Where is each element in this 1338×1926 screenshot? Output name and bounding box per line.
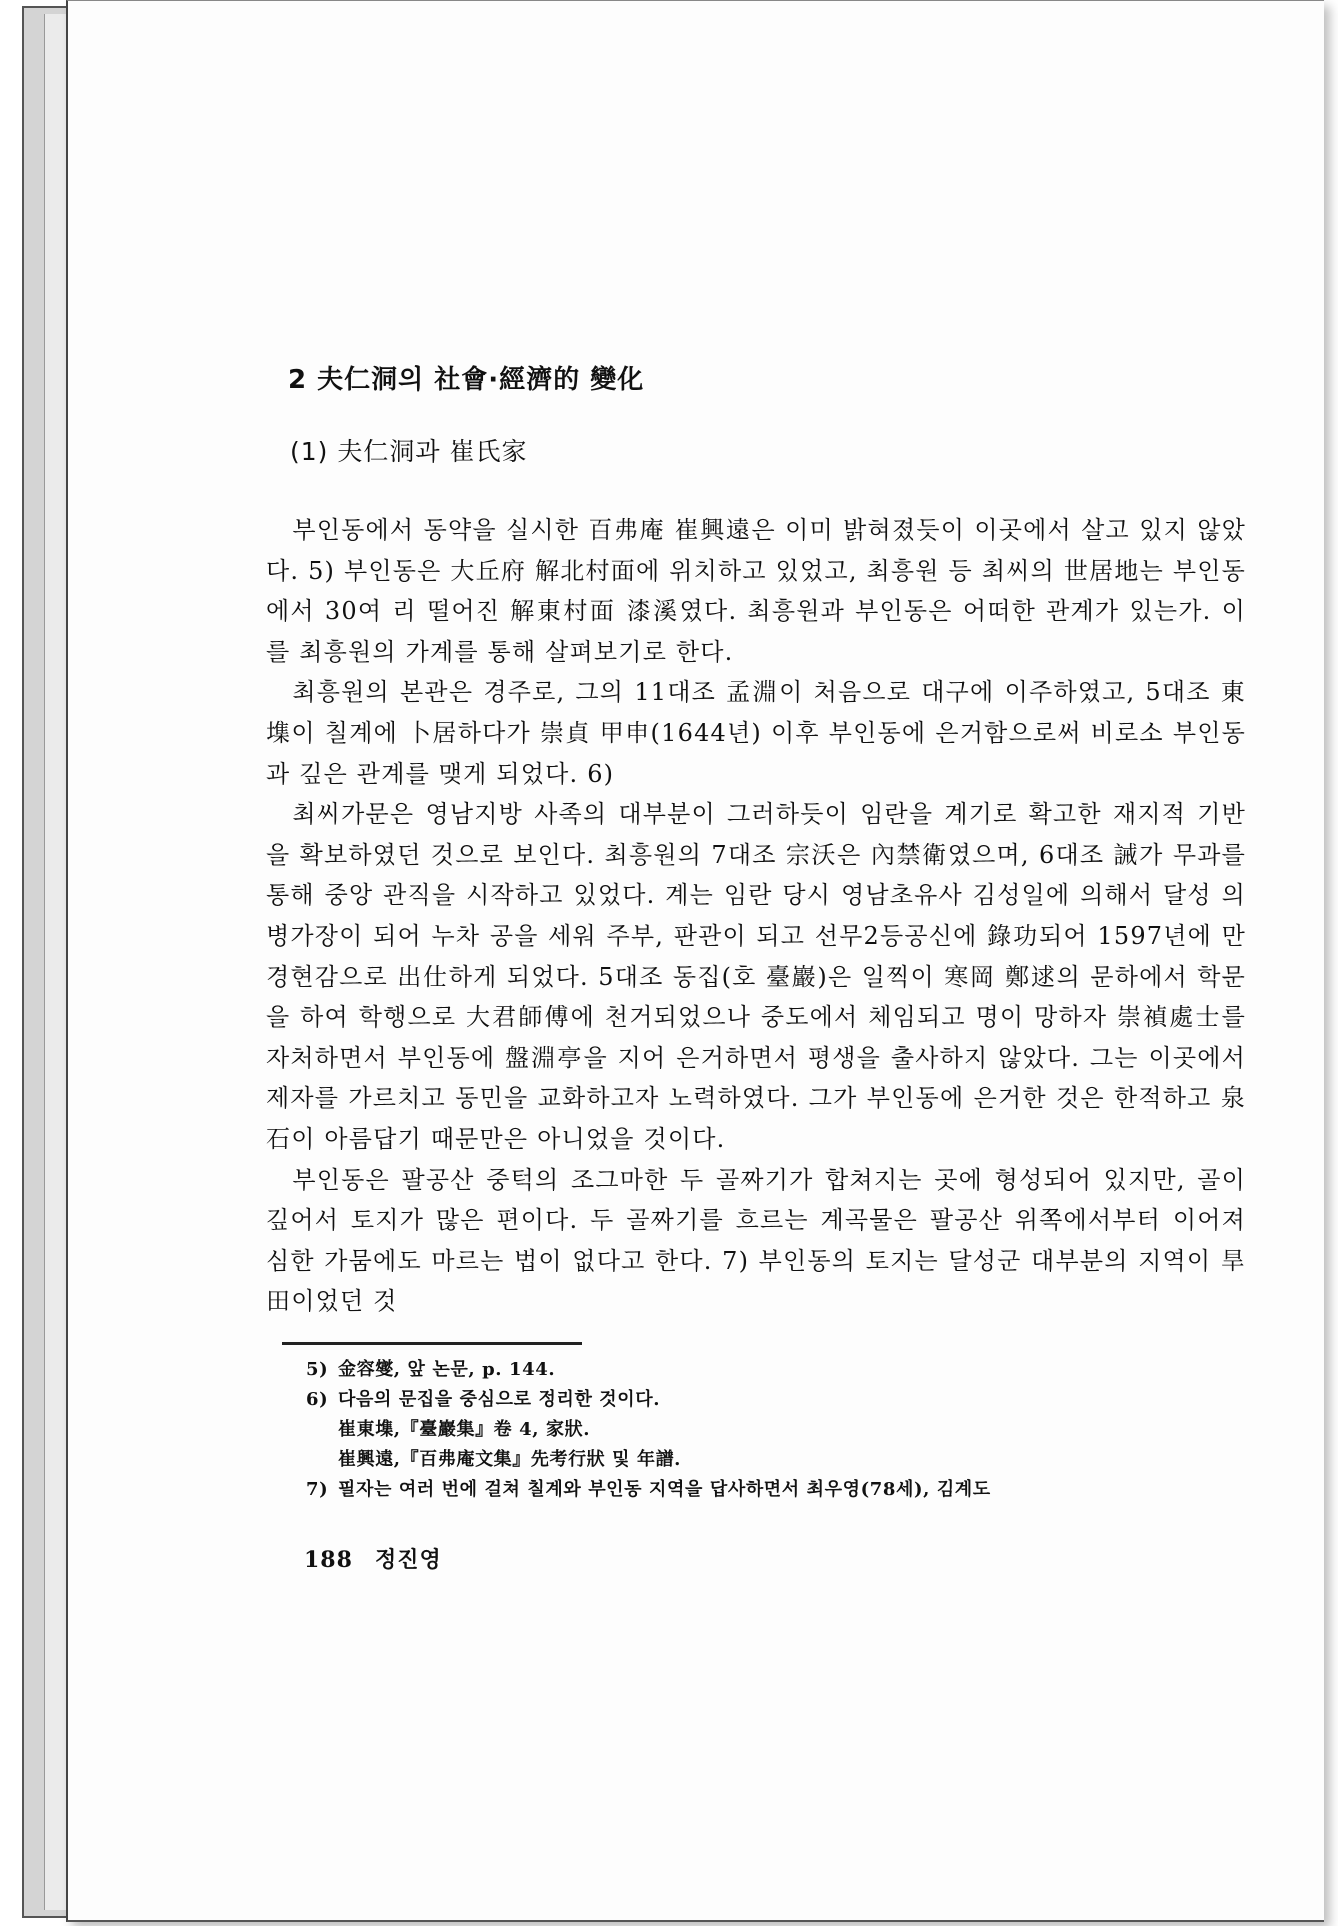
paragraph-3: 최씨가문은 영남지방 사족의 대부분이 그러하듯이 임란을 계기로 확고한 재지적 기반을 확보하였던 것으로 보인다. 최흥원의 7대조 宗沃은 內禁衛였으며, 6대조 誡가 무과를 통해 중앙 관직을 시작하고 있었다. 계는 임란 당시 영남초유사 김성일에 의해서 달성 의병가장이 되어 누차 공을 세워 주부, 판관이 되고 선무2등공신에 錄功되어 1597년에 만경현감으로 出仕하게 되었다. 5대조 동집(호 臺巖)은 일찍이 寒岡 鄭逑의 문하에서 학문을 하여 학행으로 大君師傅에 천거되었으나 중도에서 체임되고 명이 망하자 崇禎處士를 자처하면서 부인동에 盤淵亭을 지어 은거하면서 평생을 출사하지 않았다. 그는 이곳에서 제자를 가르치고 동민을 교화하고자 노력하였다. 그가 부인동에 은거한 것은 한적하고 泉石이 아름답기 때문만은 아니었을 것이다. — [266, 800, 1246, 1153]
footnotes — [306, 1355, 1246, 1505]
subsection-title: (1) 夫仁洞과 崔氏家 — [290, 437, 528, 466]
paragraph-2: 최흥원의 본관은 경주로, 그의 11대조 孟淵이 처음으로 대구에 이주하였고, 5대조 東㙫이 칠계에 卜居하다가 崇貞 甲申(1644년) 이후 부인동에 은거함으로써 비로소 부인동과 깊은 관계를 맺게 되었다. 6) — [266, 678, 1246, 788]
footnote-number: 6) — [306, 1388, 329, 1410]
footnote-text: 金容燮, 앞 논문, p. 144. — [338, 1358, 556, 1380]
footnote-number: 5) — [306, 1358, 329, 1380]
footnote-6-source-1: 崔東㙫,『臺巖集』卷 4, 家狀. — [338, 1418, 591, 1440]
footnote-rule — [282, 1342, 582, 1345]
footnote-6 — [306, 1385, 1246, 1415]
footnote-6-source-2: 崔興遠,『百弗庵文集』先考行狀 및 年譜. — [338, 1448, 682, 1470]
paragraph-4: 부인동은 팔공산 중턱의 조그마한 두 골짜기가 합쳐지는 곳에 형성되어 있지만, 골이 깊어서 토지가 많은 편이다. 두 골짜기를 흐르는 계곡물은 팔공산 위쪽에서부터 이어져 심한 가뭄에도 마르는 법이 없다고 한다. 7) 부인동의 토지는 달성군 대부분의 지역이 旱田이었던 것 — [266, 1165, 1246, 1316]
footnote-7 — [306, 1475, 1246, 1505]
running-author: 정진영 — [374, 1546, 442, 1573]
footnote-number: 7) — [306, 1478, 329, 1500]
page-footer — [304, 1543, 1246, 1574]
footnote-text: 필자는 여러 번에 걸쳐 칠계와 부인동 지역을 답사하면서 최우영(78세), 김계도 — [338, 1478, 991, 1500]
section-title: 2 夫仁洞의 社會·經濟的 變化 — [288, 365, 645, 395]
page-content — [266, 341, 1246, 1574]
body-text — [266, 510, 1246, 1322]
book-page — [66, 0, 1324, 1922]
paragraph-1: 부인동에서 동약을 실시한 百弗庵 崔興遠은 이미 밝혀졌듯이 이곳에서 살고 있지 않았다. 5) 부인동은 大丘府 解北村面에 위치하고 있었고, 최흥원 등 최씨의 世居地는 부인동에서 30여 리 떨어진 解東村面 漆溪였다. 최흥원과 부인동은 어떠한 관계가 있는가. 이를 최흥원의 가계를 통해 살펴보기로 한다. — [266, 516, 1246, 666]
footnote-5 — [306, 1355, 1246, 1385]
page-number: 188 — [304, 1546, 353, 1573]
footnote-text: 다음의 문집을 중심으로 정리한 것이다. — [338, 1388, 661, 1410]
